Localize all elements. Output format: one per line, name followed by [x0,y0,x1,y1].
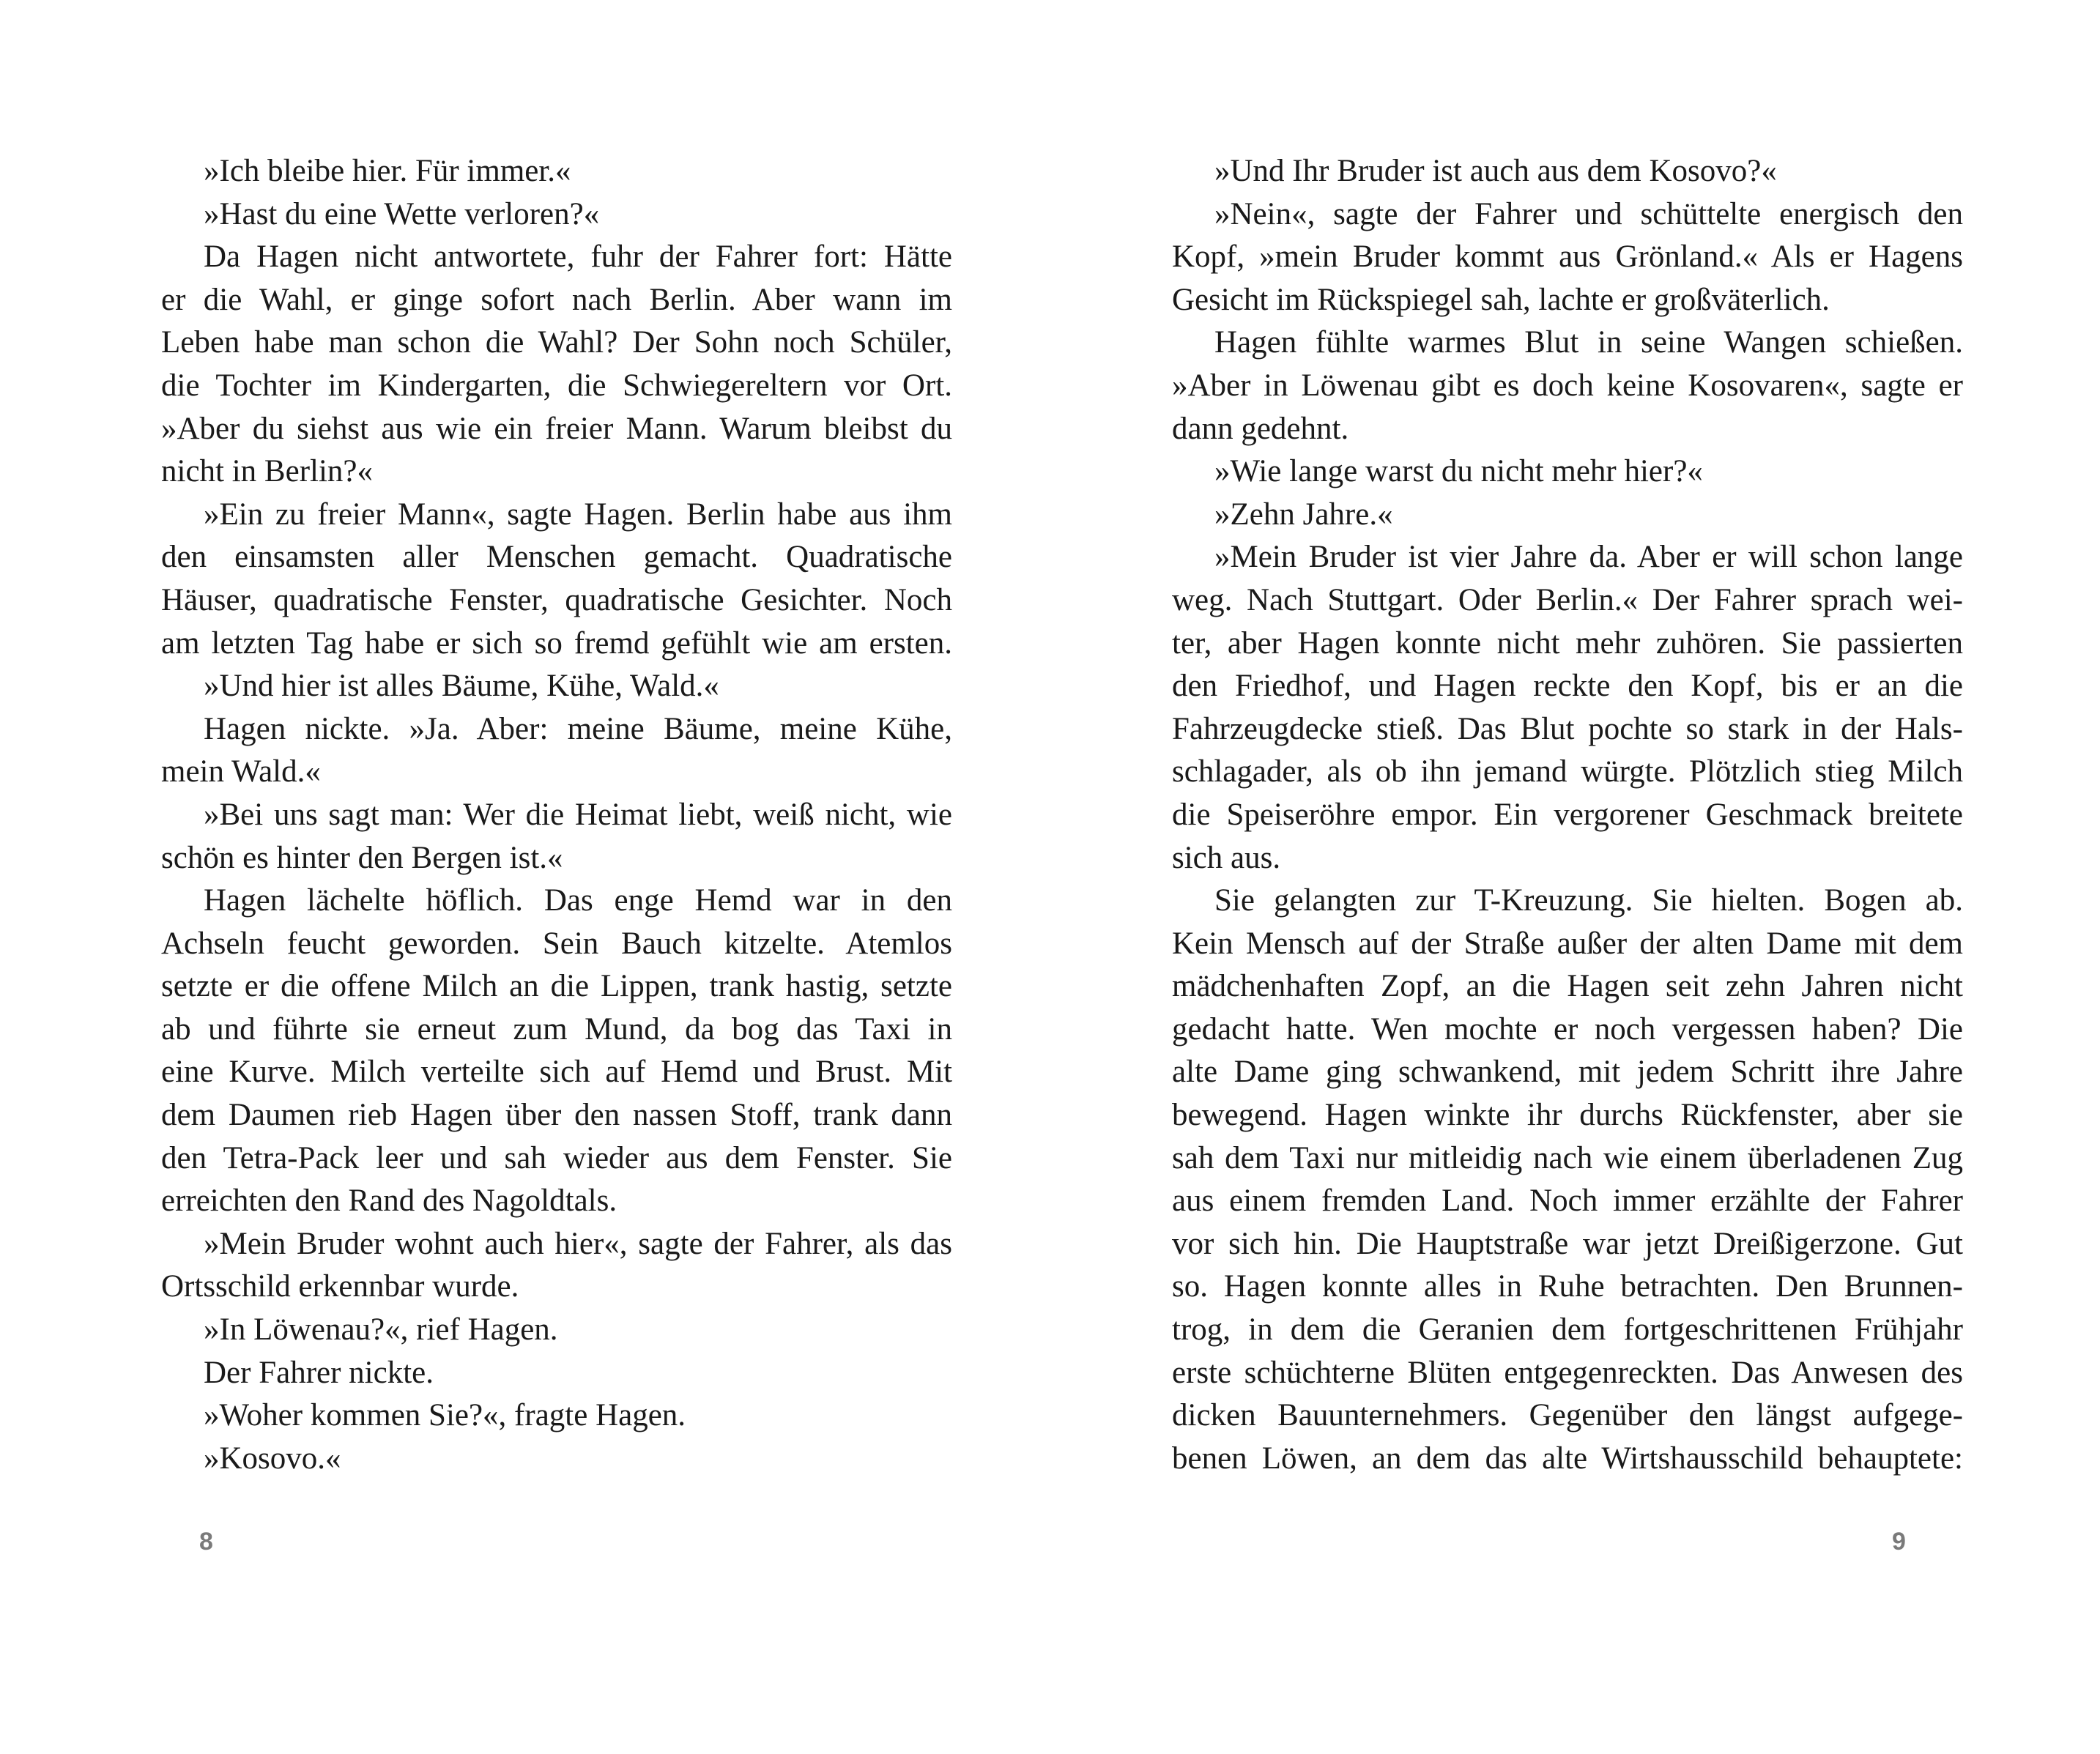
text-line: den einsamsten aller Menschen gemacht. Quadratische [161,540,952,575]
text-line: »Ein zu freier Mann«, sagte Hagen. Berlin habe aus ihm [204,497,952,532]
text-line: »Mein Bruder wohnt auch hier«, sagte der Fahrer, als das [204,1226,952,1261]
text-line: »Zehn Jahre.« [1214,497,1393,532]
text-line: Der Fahrer nickte. [204,1355,434,1390]
text-line: Achseln feucht geworden. Sein Bauch kitzelte. Atemlos [161,926,952,961]
text-line: erste schüchterne Blüten entgegenreckten. Das Anwesen des [1172,1355,1963,1390]
text-line: Leben habe man schon die Wahl? Der Sohn noch Schüler, [161,325,952,360]
text-line: gedacht hatte. Wen mochte er noch vergessen haben? Die [1172,1011,1963,1047]
text-line: »Aber in Löwenau gibt es doch keine Kosovaren«, sagte er [1172,368,1963,403]
text-line: dann gedehnt. [1172,411,1349,446]
text-line: setzte er die offene Milch an die Lippen, trank hastig, setzte [161,969,952,1004]
text-line: »Woher kommen Sie?«, fragte Hagen. [204,1398,686,1433]
text-line: den Tetra-Pack leer und sah wieder aus dem Fenster. Sie [161,1140,952,1175]
text-line: vor sich hin. Die Hauptstraße war jetzt Dreißigerzone. Gut [1172,1226,1963,1261]
text-line: Hagen nickte. »Ja. Aber: meine Bäume, meine Kühe, [204,711,952,746]
text-line: Häuser, quadratische Fenster, quadratische Gesichter. Noch [161,582,952,617]
text-line: dicken Bauunternehmers. Gegenüber den längst aufgege- [1172,1398,1963,1433]
text-line: Gesicht im Rückspiegel sah, lachte er großväterlich. [1172,282,1830,317]
text-line: erreichten den Rand des Nagoldtals. [161,1183,617,1219]
text-line: Fahrzeugdecke stieß. Das Blut pochte so stark in der Hals- [1172,711,1963,746]
right-page-text [1172,150,1963,1480]
text-line: bewegend. Hagen winkte ihr durchs Rückfenster, aber sie [1172,1098,1963,1133]
text-line: ab und führte sie erneut zum Mund, da bog das Taxi in [161,1011,952,1047]
text-line: »Mein Bruder ist vier Jahre da. Aber er will schon lange [1214,540,1963,575]
text-line: trog, in dem die Geranien dem fortgeschrittenen Frühjahr [1172,1312,1963,1348]
text-line: dem Daumen rieb Hagen über den nassen Stoff, trank dann [161,1098,952,1133]
text-line: »Kosovo.« [204,1441,341,1476]
text-line: Hagen fühlte warmes Blut in seine Wangen schießen. [1214,325,1963,360]
text-line: Kein Mensch auf der Straße außer der alten Dame mit dem [1172,926,1963,961]
text-line: den Friedhof, und Hagen reckte den Kopf, bis er an die [1172,669,1963,704]
text-line: weg. Nach Stuttgart. Oder Berlin.« Der Fahrer sprach wei- [1172,582,1963,617]
left-page-number: 8 [199,1528,213,1556]
text-line: »Und hier ist alles Bäume, Kühe, Wald.« [204,669,719,704]
text-line: benen Löwen, an dem das alte Wirtshausschild behauptete: [1172,1441,1963,1476]
text-line: mein Wald.« [161,754,321,789]
text-line: alte Dame ging schwankend, mit jedem Schritt ihre Jahre [1172,1055,1963,1090]
right-page-number: 9 [1892,1528,1906,1556]
text-line: »Hast du eine Wette verloren?« [204,196,600,231]
text-line: sich aus. [1172,840,1281,875]
text-line: nicht in Berlin?« [161,454,373,489]
text-line: eine Kurve. Milch verteilte sich auf Hemd und Brust. Mit [161,1055,952,1090]
text-line: die Speiseröhre empor. Ein vergorener Geschmack breitete [1172,797,1963,832]
text-line: sah dem Taxi nur mitleidig nach wie einem überladenen Zug [1172,1140,1963,1175]
text-line: Da Hagen nicht antwortete, fuhr der Fahrer fort: Hätte [204,239,952,275]
text-line: die Tochter im Kindergarten, die Schwiegereltern vor Ort. [161,368,952,403]
text-line: »Nein«, sagte der Fahrer und schüttelte energisch den [1214,196,1963,231]
text-line: mädchenhaften Zopf, an die Hagen seit zehn Jahren nicht [1172,969,1963,1004]
text-line: »Und Ihr Bruder ist auch aus dem Kosovo?« [1214,154,1777,188]
text-line: Hagen lächelte höflich. Das enge Hemd war in den [204,883,952,918]
text-line: »Ich bleibe hier. Für immer.« [204,154,571,188]
left-page-text [161,150,952,1480]
text-line: aus einem fremden Land. Noch immer erzählte der Fahrer [1172,1183,1963,1219]
text-line: Sie gelangten zur T-Kreuzung. Sie hielten. Bogen ab. [1214,883,1963,918]
text-line: »In Löwenau?«, rief Hagen. [204,1312,558,1348]
text-line: Ortsschild erkennbar wurde. [161,1269,519,1304]
text-line: Kopf, »mein Bruder kommt aus Grönland.« Als er Hagens [1172,239,1963,275]
text-line: ter, aber Hagen konnte nicht mehr zuhören. Sie passierten [1172,625,1963,661]
text-line: er die Wahl, er ginge sofort nach Berlin. Aber wann im [161,282,952,317]
text-line: »Aber du siehst aus wie ein freier Mann. Warum bleibst du [161,411,952,446]
text-line: »Wie lange warst du nicht mehr hier?« [1214,454,1703,489]
text-line: schön es hinter den Bergen ist.« [161,840,563,875]
text-line: schlagader, als ob ihn jemand würgte. Plötzlich stieg Milch [1172,754,1963,789]
text-line: »Bei uns sagt man: Wer die Heimat liebt, weiß nicht, wie [204,797,952,832]
text-line: so. Hagen konnte alles in Ruhe betrachten. Den Brunnen- [1172,1269,1963,1304]
text-line: am letzten Tag habe er sich so fremd gefühlt wie am ersten. [161,625,952,661]
